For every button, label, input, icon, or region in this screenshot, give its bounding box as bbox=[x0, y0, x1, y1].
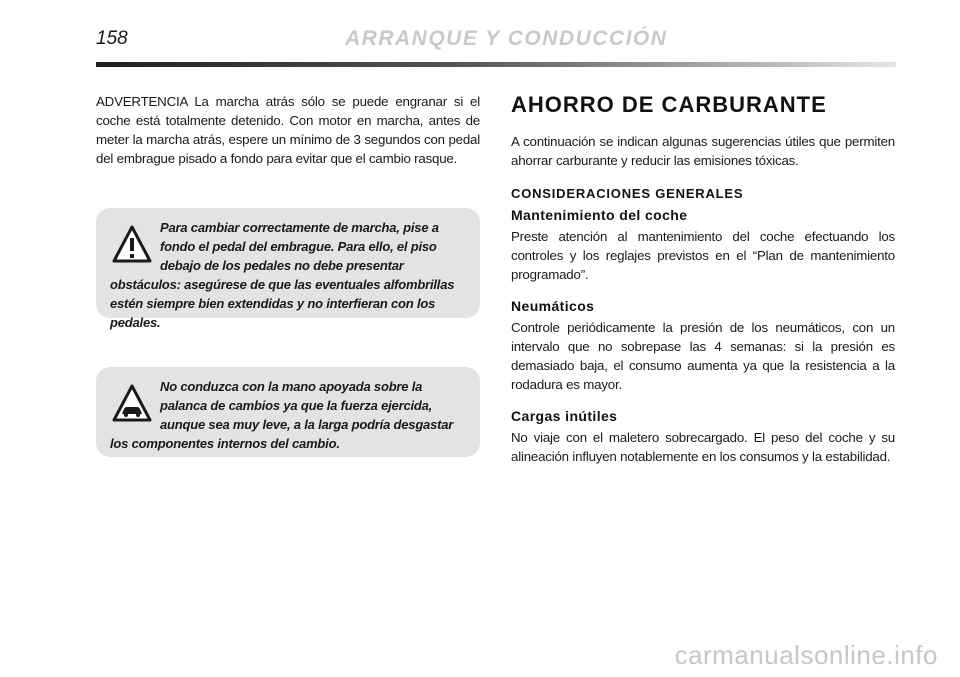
warning-text-pedal: Para cambiar correctamente de marcha, pise a fondo el pedal del embrague. Para ello, el piso debajo de los pedales no debe presentar obstáculos: asegúrese de que las eventuales alfombrillas estén siempre bien extendidas y no interfieran con los pedales. bbox=[110, 220, 455, 330]
watermark: carmanualsonline.info bbox=[674, 640, 938, 670]
warning-box-gearlever bbox=[96, 367, 480, 457]
section-title: AHORRO DE CARBURANTE bbox=[511, 92, 827, 117]
car-warning-triangle-icon bbox=[112, 383, 152, 423]
warning-text-gearlever: No conduzca con la mano apoyada sobre la palanca de cambios ya que la fuerza ejercida, aunque sea muy leve, a la larga podría desgastar los componentes internos del cambio. bbox=[110, 379, 454, 451]
topic-text-neumaticos: Controle periódicamente la presión de los neumáticos, con un intervalo que no sobrepase las 4 semanas: si la presión es demasiado baja, el consumo aumenta ya que la resistencia a la rodadura es mayor. bbox=[511, 320, 895, 392]
advertencia-paragraph: ADVERTENCIA La marcha atrás sólo se puede engranar si el coche está totalmente detenido. Con motor en marcha, antes de meter la marcha atrás, espere un mínimo de 3 segundos con pedal del embrague pisado a fondo para evitar que el cambio rasque. bbox=[96, 94, 480, 166]
topic-text-cargas: No viaje con el maletero sobrecargado. El peso del coche y su alineación influyen notablemente en los consumos y la estabilidad. bbox=[511, 430, 895, 464]
intro-paragraph: A continuación se indican algunas sugerencias útiles que permiten ahorrar carburante y reducir las emisiones tóxicas. bbox=[511, 134, 895, 168]
subsection-title: CONSIDERACIONES GENERALES bbox=[511, 186, 744, 201]
page-number: 158 bbox=[96, 28, 128, 49]
warning-box-pedal bbox=[96, 208, 480, 330]
topic-title-neumaticos: Neumáticos bbox=[511, 298, 595, 314]
left-column bbox=[96, 92, 480, 168]
topic-title-mantenimiento: Mantenimiento del coche bbox=[511, 207, 688, 223]
topic-title-cargas: Cargas inútiles bbox=[511, 408, 618, 424]
warning-triangle-icon bbox=[112, 224, 152, 264]
topic-text-mantenimiento: Preste atención al mantenimiento del coche efectuando los controles y los reglajes previstos en el “Plan de mantenimiento programado”. bbox=[511, 229, 895, 282]
header-rule bbox=[96, 62, 896, 67]
right-column bbox=[511, 92, 895, 466]
header-title: ARRANQUE Y CONDUCCIÓN bbox=[345, 27, 668, 50]
